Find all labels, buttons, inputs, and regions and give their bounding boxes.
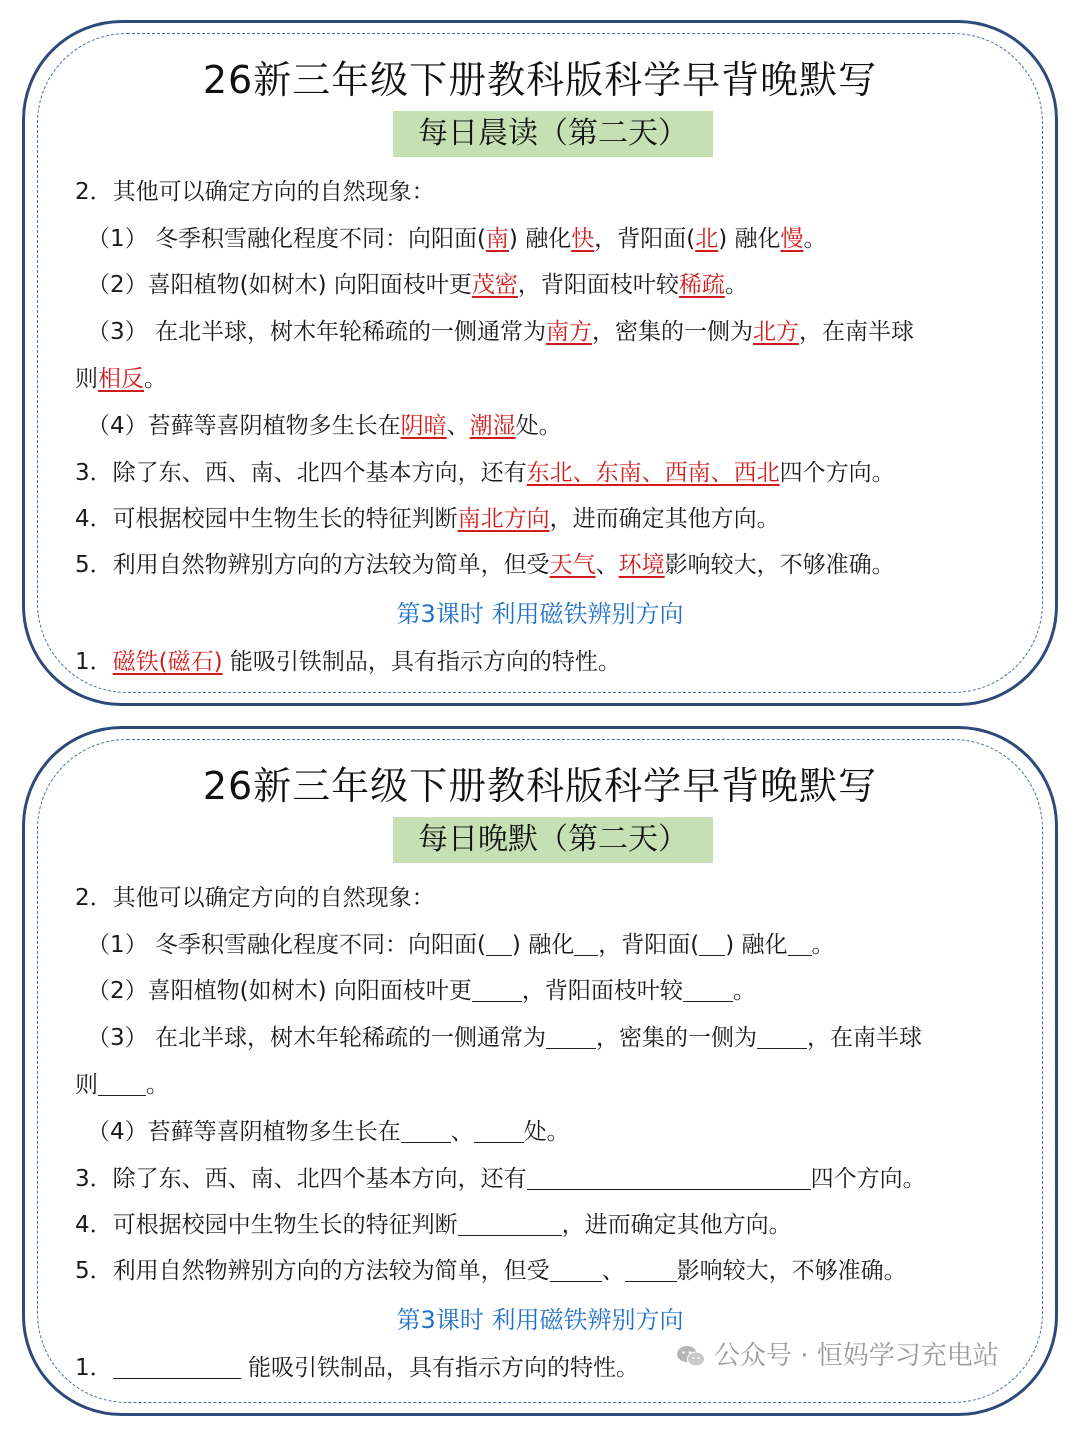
answer: 环境 bbox=[618, 552, 665, 578]
fill-blank[interactable] bbox=[683, 981, 733, 1002]
morning-q2: 2．其他可以确定方向的自然现象： bbox=[75, 179, 435, 205]
answer: 南 bbox=[485, 226, 509, 252]
evening-badge: 每日晚默（第二天） bbox=[393, 817, 713, 863]
evening-title: 26新三年级下册教科版科学早背晚默写 bbox=[202, 764, 878, 808]
answer: 南方 bbox=[545, 319, 592, 345]
fill-blank[interactable] bbox=[699, 935, 725, 956]
morning-s3: （3） 在北半球，树木年轮稀疏的一侧通常为南方，密集的一侧为北方，在南半球 bbox=[87, 319, 914, 345]
morning-lesson-heading: 第3课时 利用磁铁辨别方向 bbox=[396, 600, 684, 628]
morning-s2: （2）喜阳植物(如树木) 向阳面枝叶更茂密，背阳面枝叶较稀疏。 bbox=[87, 272, 748, 298]
evening-s3: （3） 在北半球，树木年轮稀疏的一侧通常为 ，密集的一侧为 ，在南半球 bbox=[87, 1025, 922, 1051]
answer: 北 bbox=[695, 226, 719, 252]
morning-s4: （4）苔藓等喜阴植物多生长在阴暗、潮湿处。 bbox=[87, 413, 562, 439]
watermark-text: 公众号 · 恒妈学习充电站 bbox=[714, 1341, 999, 1371]
fill-blank[interactable] bbox=[625, 1261, 677, 1282]
answer: 慢 bbox=[780, 226, 804, 252]
morning-q1: 1．磁铁(磁石) 能吸引铁制品，具有指示方向的特性。 bbox=[75, 649, 621, 675]
fill-blank[interactable] bbox=[527, 1169, 811, 1190]
answer: 潮湿 bbox=[469, 413, 516, 439]
morning-q5: 5．利用自然物辨别方向的方法较为简单，但受天气、环境影响较大，不够准确。 bbox=[75, 552, 895, 578]
answer: 阴暗 bbox=[400, 413, 447, 439]
evening-q3: 3．除了东、西、南、北四个基本方向，还有 四个方向。 bbox=[75, 1166, 926, 1192]
answer: 相反 bbox=[98, 366, 144, 392]
answer: 东北、东南、西南、西北 bbox=[526, 460, 780, 486]
evening-q5: 5．利用自然物辨别方向的方法较为简单，但受 、 影响较大，不够准确。 bbox=[75, 1258, 907, 1284]
evening-s3-cont: 则 。 bbox=[75, 1072, 169, 1098]
evening-q4: 4．可根据校园中生物生长的特征判断 ，进而确定其他方向。 bbox=[75, 1212, 792, 1238]
morning-q3: 3．除了东、西、南、北四个基本方向，还有东北、东南、西南、西北四个方向。 bbox=[75, 460, 895, 486]
evening-q1: 1． 能吸引铁制品，具有指示方向的特性。 bbox=[75, 1355, 639, 1381]
fill-blank[interactable] bbox=[98, 1075, 146, 1096]
evening-q2: 2．其他可以确定方向的自然现象： bbox=[75, 885, 435, 911]
evening-s1: （1） 冬季积雪融化程度不同：向阳面( ) 融化 ，背阳面( ) 融化 。 bbox=[87, 932, 835, 958]
fill-blank[interactable] bbox=[574, 935, 598, 956]
fill-blank[interactable] bbox=[757, 1028, 807, 1049]
evening-lesson-heading: 第3课时 利用磁铁辨别方向 bbox=[396, 1306, 684, 1334]
fill-blank[interactable] bbox=[788, 935, 812, 956]
evening-s2: （2）喜阳植物(如树木) 向阳面枝叶更 ，背阳面枝叶较 。 bbox=[87, 978, 756, 1004]
fill-blank[interactable] bbox=[458, 1215, 562, 1236]
fill-blank[interactable] bbox=[486, 935, 512, 956]
morning-s1: （1） 冬季积雪融化程度不同：向阳面(南) 融化快，背阳面(北) 融化慢。 bbox=[87, 226, 827, 252]
answer: 北方 bbox=[752, 319, 799, 345]
answer: 稀疏 bbox=[678, 272, 725, 298]
answer: 磁铁(磁石) bbox=[112, 649, 223, 675]
answer: 茂密 bbox=[471, 272, 518, 298]
evening-s4: （4）苔藓等喜阴植物多生长在 、 处。 bbox=[87, 1119, 570, 1145]
morning-s3-cont: 则相反。 bbox=[75, 366, 167, 392]
fill-blank[interactable] bbox=[401, 1122, 451, 1143]
fill-blank[interactable] bbox=[546, 1028, 596, 1049]
evening-card bbox=[22, 726, 1058, 1416]
morning-badge: 每日晨读（第二天） bbox=[393, 111, 713, 157]
watermark bbox=[676, 1335, 999, 1372]
fill-blank[interactable] bbox=[474, 1122, 524, 1143]
answer: 快 bbox=[571, 226, 595, 252]
morning-q4: 4．可根据校园中生物生长的特征判断南北方向，进而确定其他方向。 bbox=[75, 506, 780, 532]
fill-blank[interactable] bbox=[472, 981, 522, 1002]
wechat-icon bbox=[676, 1344, 706, 1366]
answer: 天气 bbox=[549, 552, 596, 578]
morning-card bbox=[22, 20, 1058, 706]
morning-title: 26新三年级下册教科版科学早背晚默写 bbox=[202, 58, 878, 102]
fill-blank[interactable] bbox=[550, 1261, 602, 1282]
answer: 南北方向 bbox=[457, 506, 550, 532]
fill-blank[interactable] bbox=[113, 1358, 241, 1379]
